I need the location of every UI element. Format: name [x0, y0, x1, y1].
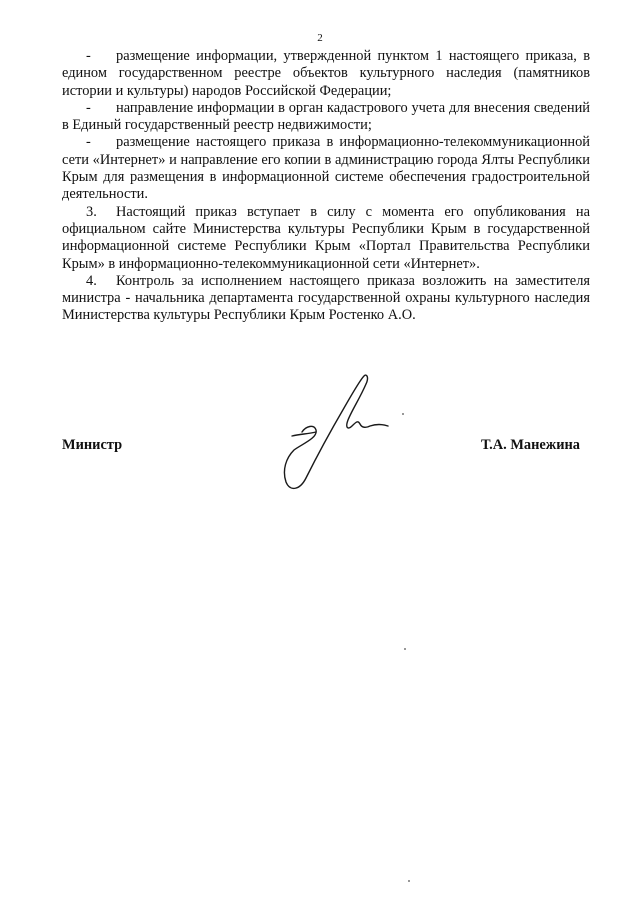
- list-marker: -: [86, 134, 91, 151]
- scan-speck: [402, 413, 404, 415]
- handwritten-signature: [272, 370, 392, 498]
- paragraph-text: размещение настоящего приказа в информационно-телекоммуникационной сети «Интернет» и направление его копии в администрацию города Ялты Республики Крым для размещения в информационной системе обеспечения градостроительной деятельности.: [62, 134, 590, 203]
- list-item: [62, 100, 590, 135]
- signatory-title: Министр: [62, 437, 123, 453]
- list-item: [62, 204, 590, 273]
- paragraph-text: Контроль за исполнением настоящего приказа возложить на заместителя министра - начальника департамента государственной охраны культурного наследия Министерства культуры Республики Крым Ростенко А.О.: [62, 272, 590, 324]
- page-number: 2: [317, 32, 323, 44]
- paragraph-text: Настоящий приказ вступает в силу с момента его опубликования на официальном сайте Министерства культуры Республики Крым в государственной информационной системе Республики Крым «Портал Правительства Республики Крым» в информационно-телекоммуникационной сети «Интернет».: [62, 203, 590, 272]
- document-body: [62, 48, 590, 325]
- scan-speck: [408, 880, 410, 882]
- list-item: [62, 273, 590, 325]
- list-marker: -: [86, 48, 91, 64]
- list-item: [62, 134, 590, 203]
- paragraph-text: направление информации в орган кадастрового учета для внесения сведений в Единый государственный реестр недвижимости;: [62, 99, 590, 134]
- scan-speck: [404, 648, 406, 650]
- list-marker: -: [86, 99, 91, 116]
- list-marker: 4.: [86, 272, 97, 289]
- list-marker: 3.: [86, 203, 97, 220]
- paragraph-text: размещение информации, утвержденной пунктом 1 настоящего приказа, в едином государственном реестре объектов культурного наследия (памятников истории и культуры) народов Российской Федерации;: [62, 48, 590, 99]
- list-item: [62, 48, 590, 100]
- signatory-name: Т.А. Манежина: [480, 437, 580, 453]
